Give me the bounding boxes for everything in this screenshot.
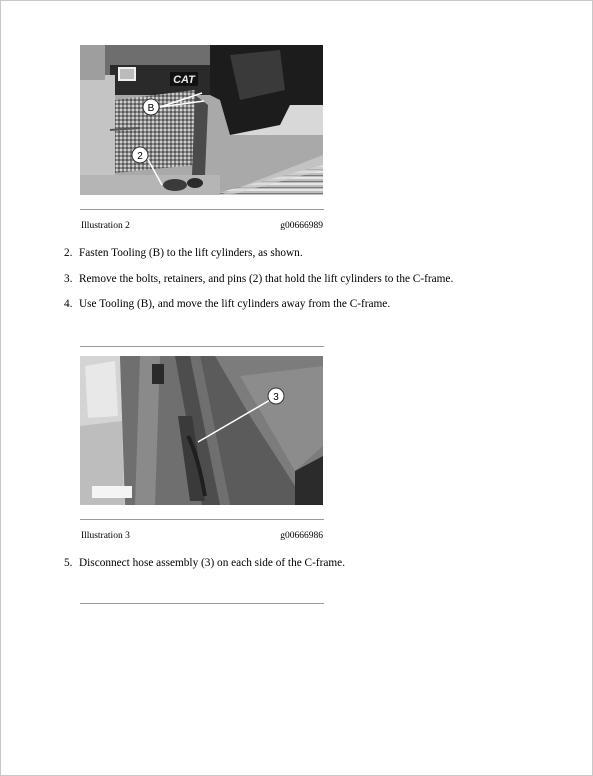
step-5 <box>64 557 345 569</box>
step-5-text: Disconnect hose assembly (3) on each side of the C-frame. <box>79 557 346 569</box>
step-2 <box>64 247 303 259</box>
step-4 <box>64 298 390 310</box>
illustration-3-photo <box>80 356 323 505</box>
illustration-2-photo <box>80 45 323 195</box>
callout-3: 3 <box>273 392 279 403</box>
step-3-text: Remove the bolts, retainers, and pins (2) that hold the lift cylinders to the C-frame. <box>79 273 454 285</box>
step-5-number: 5. <box>64 557 73 569</box>
figure-1-id: g00666989 <box>280 221 323 231</box>
figure-2-caption: Illustration 3 <box>81 531 130 541</box>
figure-1-rule <box>80 209 324 210</box>
step-3 <box>64 273 453 285</box>
figure-2-rule <box>80 519 324 520</box>
figure-3-top-rule <box>80 603 324 604</box>
step-4-number: 4. <box>64 298 73 310</box>
callout-b: B <box>147 103 155 114</box>
figure-2-top-rule <box>80 346 324 347</box>
cat-logo: CAT <box>173 74 195 86</box>
callout-2: 2 <box>137 151 143 162</box>
figure-2-id: g00666986 <box>280 531 323 541</box>
figure-1-caption: Illustration 2 <box>81 221 130 231</box>
step-2-text: Fasten Tooling (B) to the lift cylinders, as shown. <box>79 247 303 259</box>
step-4-text: Use Tooling (B), and move the lift cylinders away from the C-frame. <box>79 298 391 310</box>
step-3-number: 3. <box>64 273 73 285</box>
step-2-number: 2. <box>64 247 73 259</box>
